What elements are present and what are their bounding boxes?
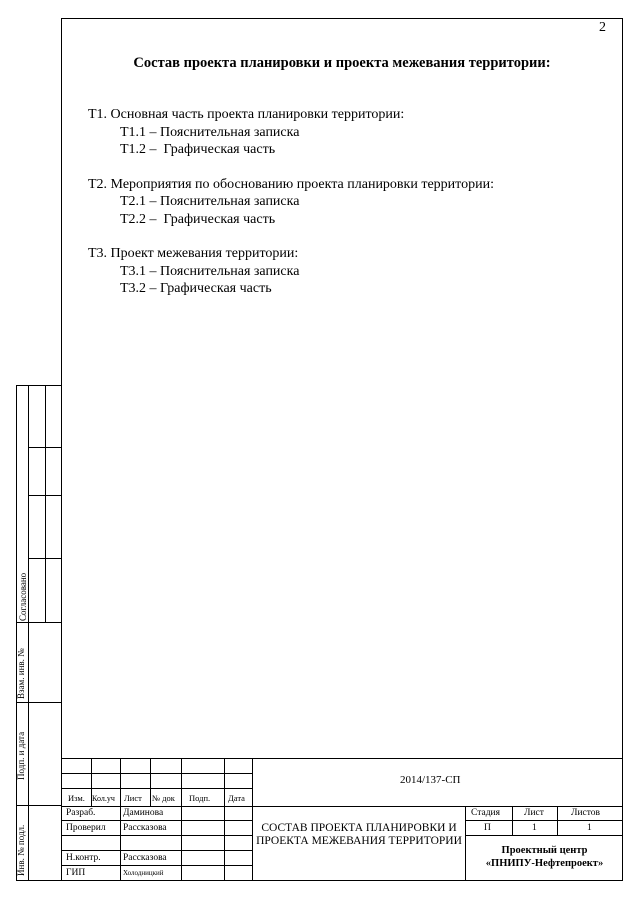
name-chief-engineer: Холодницкий bbox=[123, 869, 164, 877]
inventory-original-label: Инв. № подл. bbox=[16, 824, 26, 876]
sheets-value: 1 bbox=[587, 823, 592, 833]
stage-label: Стадия bbox=[471, 808, 500, 818]
section-heading: Т2. Мероприятия по обоснованию проекта планировки территории: bbox=[88, 176, 494, 192]
organization-name bbox=[466, 844, 623, 870]
section-t2 bbox=[88, 176, 494, 229]
section-heading: Т1. Основная часть проекта планировки территории: bbox=[88, 107, 405, 122]
section-item: Т1.1 – Пояснительная записка bbox=[120, 124, 300, 140]
page-number: 2 bbox=[599, 20, 606, 35]
role-chief-engineer: ГИП bbox=[66, 868, 86, 878]
name-checker: Рассказова bbox=[123, 823, 167, 833]
section-item: Т2.2 – Графическая часть bbox=[120, 211, 276, 227]
document-heading: Состав проекта планировки и проекта межевания территории: bbox=[133, 55, 551, 71]
section-item: Т3.1 – Пояснительная записка bbox=[120, 263, 300, 279]
header-date: Дата bbox=[228, 793, 245, 803]
header-qty: Кол.уч bbox=[92, 794, 115, 803]
header-docno: № док bbox=[152, 793, 175, 803]
sheet-value: 1 bbox=[532, 823, 537, 833]
header-sign: Подп. bbox=[189, 793, 211, 803]
section-t3 bbox=[88, 245, 494, 298]
role-checker: Проверил bbox=[66, 823, 106, 833]
contents-list bbox=[88, 106, 494, 315]
sheets-label: Листов bbox=[571, 808, 601, 818]
section-item: Т1.2 – Графическая часть bbox=[120, 142, 276, 157]
document-title: СОСТАВ ПРОЕКТА ПЛАНИРОВКИ И ПРОЕКТА МЕЖЕВАНИЯ ТЕРРИТОРИИ bbox=[256, 822, 462, 847]
section-t1 bbox=[88, 106, 494, 159]
name-developer: Даминова bbox=[123, 808, 164, 818]
section-item: Т3.2 – Графическая часть bbox=[120, 281, 272, 296]
role-normcontrol: Н.контр. bbox=[66, 853, 101, 863]
role-developer: Разраб. bbox=[66, 808, 96, 818]
name-normcontrol: Рассказова bbox=[123, 853, 167, 863]
inventory-replace-label: Взам. инв. № bbox=[16, 648, 26, 699]
organization-line-1: Проектный центр bbox=[501, 845, 588, 856]
document-code: 2014/137-СП bbox=[400, 774, 461, 786]
header-change: Изм. bbox=[68, 793, 85, 803]
organization-line-2: «ПНИПУ-Нефтепроект» bbox=[485, 858, 604, 869]
header-sheet: Лист bbox=[124, 793, 142, 803]
section-item: Т2.1 – Пояснительная записка bbox=[120, 194, 300, 209]
agreed-label: Согласовано bbox=[18, 572, 28, 621]
section-heading: Т3. Проект межевания территории: bbox=[88, 246, 299, 261]
sign-date-label: Подп. и дата bbox=[16, 731, 26, 780]
stage-value: П bbox=[484, 823, 491, 833]
sheet-label: Лист bbox=[524, 808, 544, 818]
